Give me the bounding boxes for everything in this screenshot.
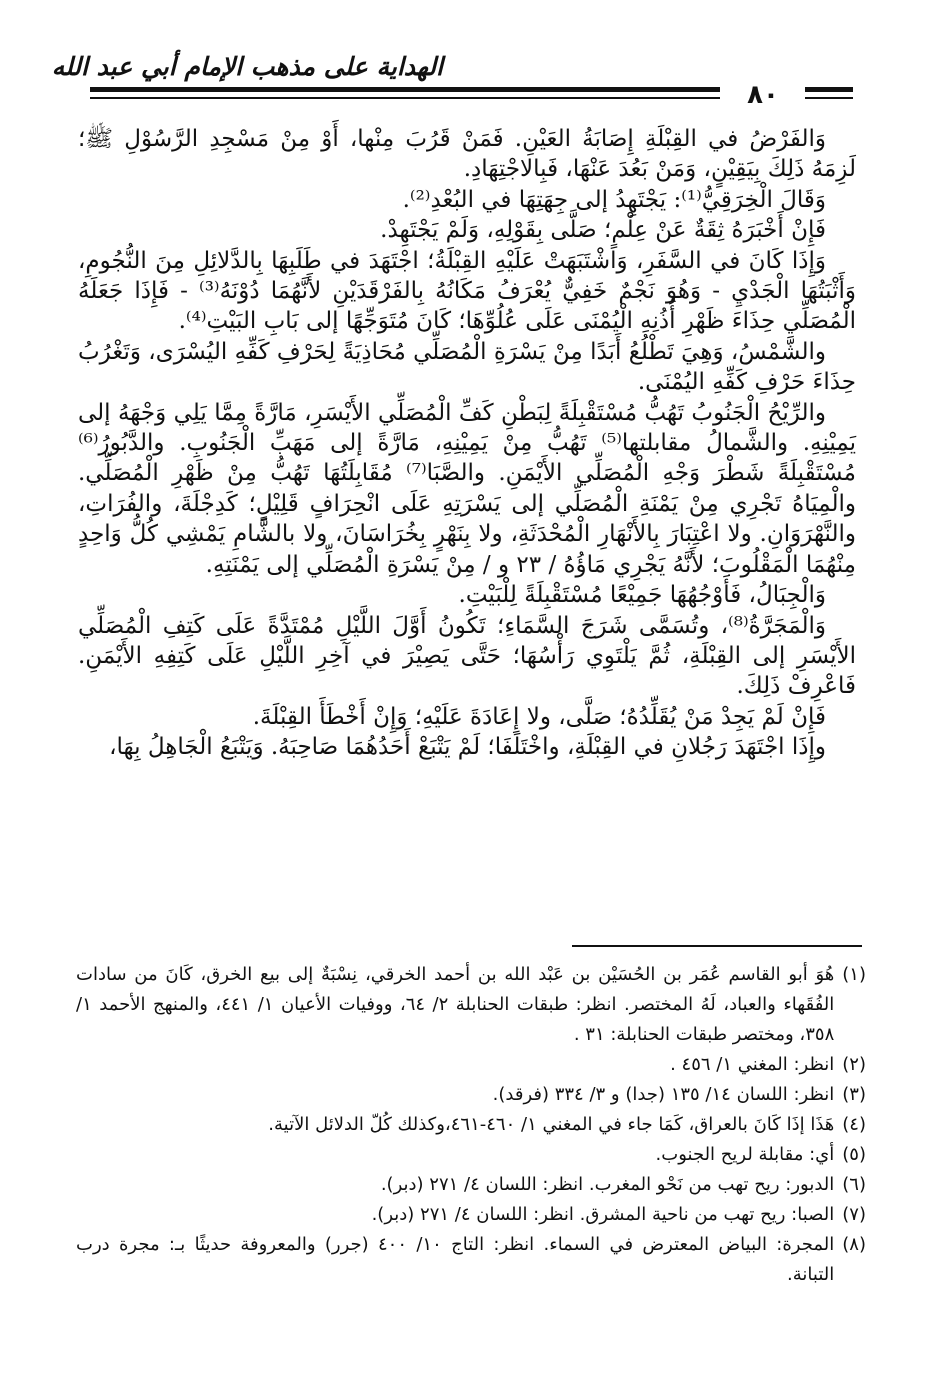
footnote-text: انظر: المغني ١/ ٤٥٦ . — [670, 1054, 835, 1075]
footnote-text: هَذَا إذَا كَانَ بالعراق، كَمَا جاء في المغني ١/ ٤٦٠-٤٦١،وكذلك كُلّ الدلائل الآتية. — [268, 1114, 835, 1135]
paragraph: والرِّيْحُ الْجَنُوبُ تَهُبُّ مُسْتَقْبِلَةً لِبَطْنِ كَفِّ الْمُصَلِّي الأَيْسَرِ، مَارَّةً مِمَّا يَلِي وَجْهَهُ إلى يَمِيْنِهِ. والشَّمالُ مقابلتها⁽⁵⁾ تَهُبُّ مِنْ يَمِيْنِهِ، مَارَّةً إلى مَهَبِّ الْجَنُوبِ. والدَّبُورُ⁽⁶⁾ مُسْتَقْبِلَةً شَطْرَ وَجْهِ الْمُصَلِّي الأَيْمَنِ. والصَّبَا⁽⁷⁾ مُقَابِلَتُهَا تَهُبُّ مِنْ ظَهْرِ الْمُصَلِّي. والْمِيَاهُ تَجْرِي مِنْ يَمْنَةِ الْمُصَلِّي إلى يَسْرَتِهِ عَلَى انْحِرَافٍ قَلِيْلٍ؛ كَدِجْلَةَ، والفُرَاتِ، والنَّهْرَوَانِ. ولا اعْتِبَارَ بِالأَنْهَارِ الْمُحْدَثَةِ، ولا بِنَهْرٍ بِخُرَاسَانَ، ولا بالشَّامِ يَمْشِي كُلُّ وَاحِدٍ مِنْهُمَا الْمَقْلُوبَ؛ لأَنَّهُ يَجْرِي مَاؤُهُ / ٢٣ و / مِنْ يَسْرَةِ الْمُصَلِّي إلى يَمْنَتِهِ. — [78, 399, 857, 578]
footnote — [76, 960, 866, 1050]
paragraph: وَإِذَا كَانَ في السَّفَرِ، وَاشْتَبَهَتْ عَلَيْهِ القِبْلَةُ؛ اجْتَهَدَ في طَلَبِهَا بِالدَّلائِلِ مِنَ النُّجُومِ، وَأَثْبَتُهَا الْجَدْيِ - وَهُوَ نَجْمٌ خَفِيٌّ يُعْرَفُ مَكَانُهُ بِالفَرْقَدَيْنِ لأَنَّهُمَا دُوْنَهُ⁽³⁾ - فَإِذَا جَعَلَهُ الْمُصَلِّي حِذَاءَ ظَهْرِ أُذُنِهِ الْيُمْنَى عَلَى عُلُوِّهَا؛ كَانَ مُتَوَجِّهًا إلى بَابِ البَيْتِ⁽⁴⁾. — [78, 247, 856, 335]
footnote-number: (١) — [842, 964, 866, 985]
paragraph: وَقَالَ الْخِرَقِيُّ⁽¹⁾: يَجْتَهِدُ إلى جِهَتِهَا في البُعْدِ⁽²⁾. — [402, 186, 826, 213]
footnote-text: انظر: اللسان ١٤/ ١٣٥ (جدا) و ٣/ ٣٣٤ (فرقد). — [492, 1084, 835, 1105]
footnote-number: (٨) — [842, 1234, 866, 1255]
header-rule-thick — [90, 87, 720, 92]
paragraph: وإِذَا اجْتَهَدَ رَجُلانِ في القِبْلَةِ، واخْتَلَفَا؛ لَمْ يَتْبَعْ أَحَدُهُمَا صَاحِبَهُ. وَيَتْبَعُ الْجَاهِلُ بِهَا، — [109, 734, 826, 761]
footnote — [76, 1080, 866, 1110]
footnote — [76, 1140, 866, 1170]
page-number-rule-thin — [805, 97, 853, 99]
footnote-text: المجرة: البياض المعترض في السماء. انظر: التاج ١٠/ ٤٠٠ (جرر) والمعروفة حديثًا بـ: مجرة درب التبانة. — [76, 1234, 835, 1285]
footnote-text: هُوَ أبو القاسم عُمَر بن الحُسَيْن بن عَبْد الله بن أحمد الخرقي، نِسْبَةٌ إلى بيع الخرق، كَانَ من سادات الفُقَهاء والعباد، لَهُ المختصر. انظر: طبقات الحنابلة ٢/ ٦٤، ووفيات الأعيان ١/ ٤٤١، والمنهج الأحمد ١/ ٣٥٨، ومختصر طبقات الحنابلة: ٣١ . — [76, 964, 835, 1045]
footnote — [76, 1170, 866, 1200]
footnote — [76, 1110, 866, 1140]
main-text — [78, 124, 856, 763]
paragraph: وَالْمَجَرَّةُ⁽⁸⁾، وتُسَمَّى شَرَجَ السَّمَاءِ؛ تَكُونُ أَوَّلَ اللَّيْلِ مُمْتَدَّةً عَلَى كَتِفِ الْمُصَلِّي الأَيْسَرِ إلى القِبْلَةِ، ثُمَّ يَلْتَوِي رَأْسُهَا؛ حَتَّى يَصِيْرَ في آخِرِ اللَّيْلِ عَلَى كَتِفِهِ الأَيْمَنِ. فَاعْرِفْ ذَلِكَ. — [78, 612, 856, 700]
footnote-number: (٧) — [842, 1204, 866, 1225]
paragraph: فَإِنْ أَخْبَرَهُ ثِقَةٌ عَنْ عِلْمٍ؛ صَلَّى بِقَوْلِهِ، وَلَمْ يَجْتَهِدْ. — [380, 217, 826, 244]
footnote-number: (٢) — [842, 1054, 866, 1075]
paragraph: وَالْجِبَالُ، فَأَوْجُهُهَا جَمِيْعًا مُسْتَقْبِلَةً لِلْبَيْتِ. — [458, 582, 826, 609]
footnote — [76, 1230, 866, 1290]
page-number-rule-thick — [805, 87, 853, 92]
footnote-text: الدبور: ريح تهب من نَحْو المغرب. انظر: اللسان ٤/ ٢٧١ (دبر). — [380, 1174, 835, 1195]
paragraph: والشَّمْسُ، وَهِيَ تَطْلُعُ أَبَدًا مِنْ يَسْرَةِ الْمُصَلِّي مُحَاذِيَةً لِحَرْفِ كَفِّهِ اليُسْرَى، وَتَغْرُبُ حِذَاءَ حَرْفِ كَفِّهِ اليُمْنَى. — [78, 338, 856, 396]
footnote-number: (٥) — [842, 1144, 866, 1165]
paragraph: وَالفَرْضُ في القِبْلَةِ إِصَابَةُ العَيْنِ. فَمَنْ قَرُبَ مِنْها، أَوْ مِنْ مَسْجِدِ الرَّسُوْلِ ﷺ؛ لَزِمَهُ ذَلِكَ بِيَقِيْنٍ، وَمَنْ بَعُدَ عَنْهَا، فَبِالاجْتِهَادِ. — [78, 126, 856, 183]
footnote-text: الصبا: ريح تهب من ناحية المشرق. انظر: اللسان ٤/ ٢٧١ (دبر). — [371, 1204, 835, 1225]
footnotes — [76, 960, 866, 1290]
footnote-separator — [572, 945, 862, 947]
footnote-number: (٣) — [842, 1084, 866, 1105]
footnote-number: (٤) — [842, 1114, 866, 1135]
footnote-number: (٦) — [842, 1174, 866, 1195]
footnote — [76, 1200, 866, 1230]
header-rule — [90, 87, 720, 105]
running-title: الهداية على مذهب الإمام أبي عبد الله — [51, 52, 443, 81]
footnote — [76, 1050, 866, 1080]
page-number: ٨٠ — [747, 80, 779, 110]
header-rule-thin — [90, 97, 720, 99]
page-number-rule — [805, 87, 853, 105]
paragraph: فَإِنْ لَمْ يَجِدْ مَنْ يُقَلِّدُهُ؛ صَلَّى، ولا إِعَادَةَ عَلَيْهِ؛ وَإِنْ أَخْطَأَ القِبْلَةَ. — [252, 703, 826, 730]
footnote-text: أي: مقابلة لريح الجنوب. — [655, 1144, 835, 1165]
